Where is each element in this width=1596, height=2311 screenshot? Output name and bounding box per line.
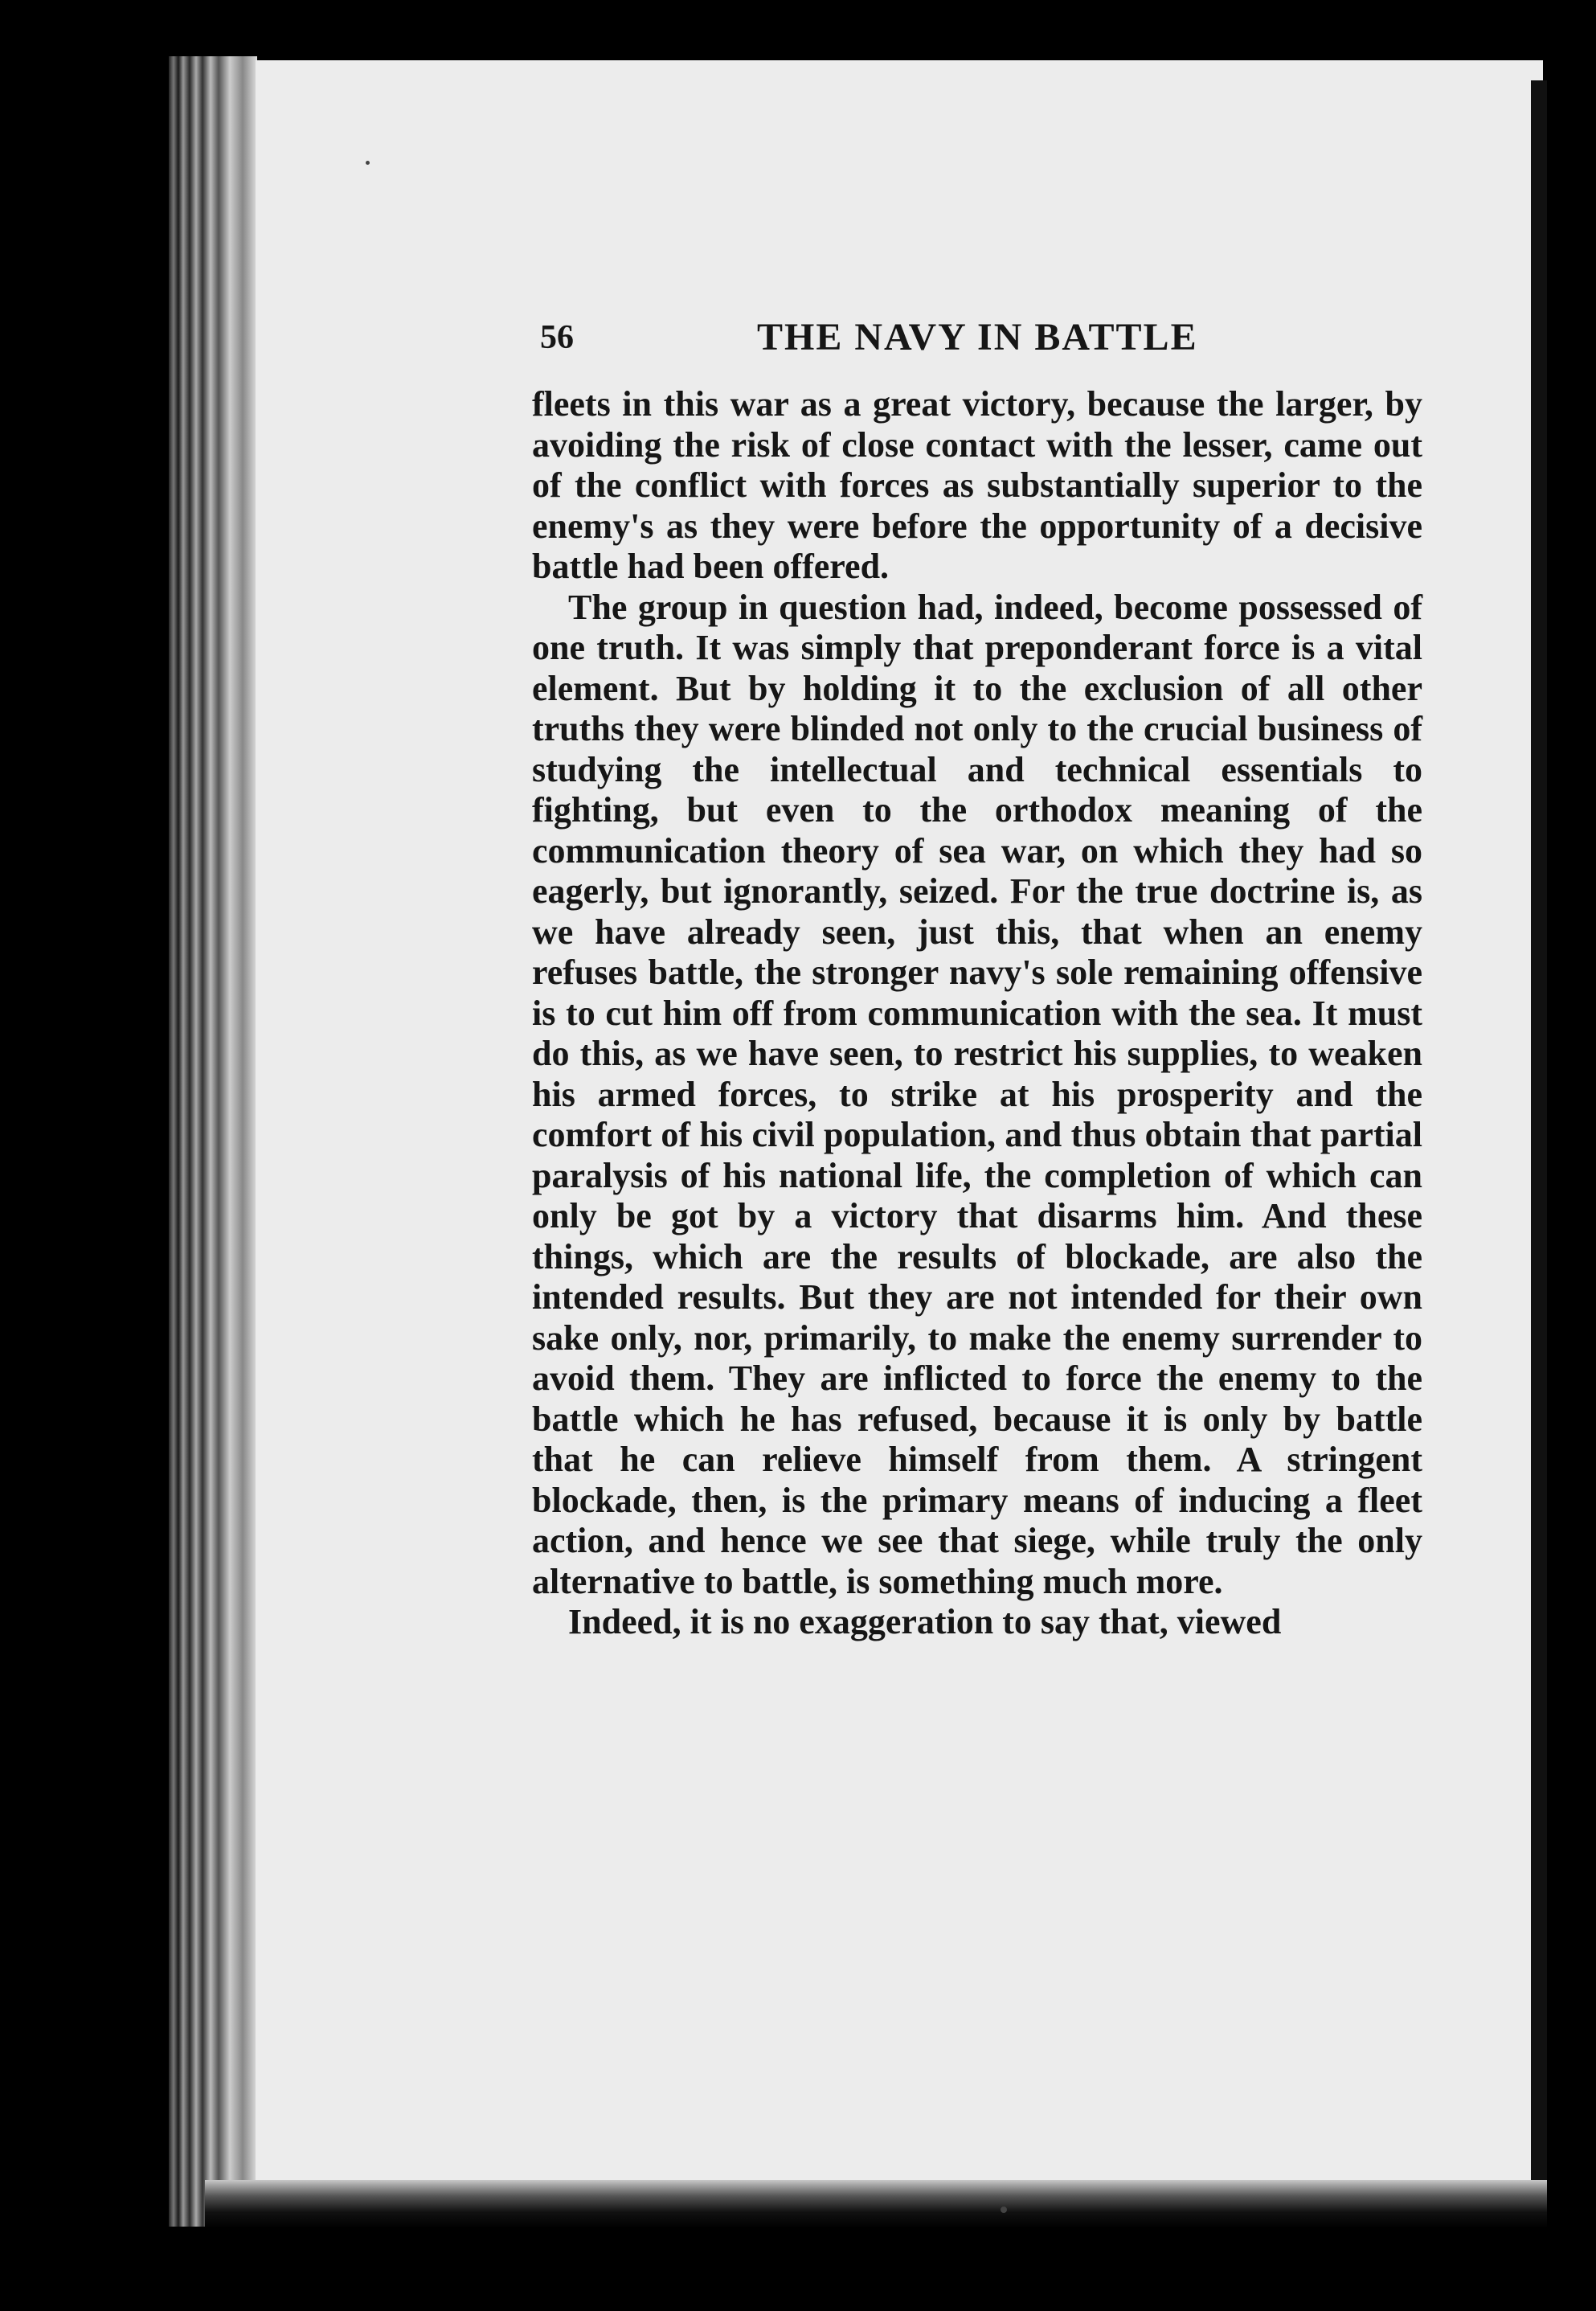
body-text xyxy=(532,384,1422,1643)
dust-speck xyxy=(366,161,370,165)
paragraph-2: The group in question had, indeed, become possessed of one truth. It was simply that preponderant force is a vital element. But by holding it to the exclusion of all other truths they were blinded not only to the crucial business of studying the intellectual and technical essentials to fighting, but even to the orthodox meaning of the communication theory of sea war, on which they had so eagerly, but ignorantly, seized. For the true doctrine is, as we have already seen, just this, that when an enemy refuses battle, the stronger navy's sole remaining offensive is to cut him off from communication with the sea. It must do this, as we have seen, to restrict his supplies, to weaken his armed forces, to strike at his prosperity and the comfort of his civil population, and thus obtain that partial paralysis of his national life, the completion of which can only be got by a victory that disarms him. And these things, which are the results of blockade, are also the intended results. But they are not intended for their own sake only, nor, primarily, to make the enemy surrender to avoid them. They are inflicted to force the enemy to the battle which he has refused, because it is only by battle that he can relieve himself from them. A stringent blockade, then, is the primary means of inducing a fleet action, and hence we see that siege, while truly the only alternative to battle, is something much more. xyxy=(532,587,1422,1601)
page-header xyxy=(540,315,1408,371)
page-number: 56 xyxy=(540,319,574,356)
paragraph-3: Indeed, it is no exaggeration to say that, viewed xyxy=(568,1602,1282,1641)
running-head: THE NAVY IN BATTLE xyxy=(757,316,1198,359)
paragraph-1: fleets in this war as a great victory, because the larger, by avoiding the risk of close contact with the lesser, came out of the conflict with forces as substantially superior to the enemy's as they were before the opportunity of a decisive battle had been offered. xyxy=(532,384,1422,586)
page-bottom-edge xyxy=(205,2180,1547,2228)
dust-speck xyxy=(1001,2207,1007,2213)
book-spine xyxy=(169,56,257,2227)
page-right-edge xyxy=(1531,80,1547,2186)
